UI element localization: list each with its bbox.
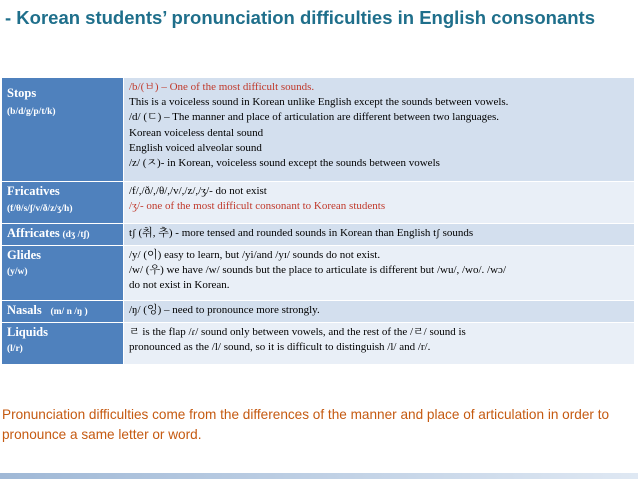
slide-title: - Korean students’ pronunciation difficulties in English consonants <box>5 7 595 28</box>
description-line: /w/ (우) we have /w/ sounds but the place to articulate is different but /wu/, /wo/. /wɔ/ <box>129 263 506 276</box>
footer-note: Pronunciation difficulties come from the differences of the manner and place of articulation in order to pronounce a same letter or word. <box>2 407 610 442</box>
row-description <box>124 181 635 223</box>
description-line: ㄹ is the flap /ɾ/ sound only between vowels, and the rest of the /ㄹ/ sound is <box>129 325 466 338</box>
row-label-cell <box>2 223 124 245</box>
table-row <box>2 78 634 181</box>
description-line: /ŋ/ (잉) – need to pronounce more strongly. <box>129 303 320 316</box>
row-description <box>124 300 635 322</box>
row-description <box>124 223 635 245</box>
description-line: pronounced as the /l/ sound, so it is difficult to distinguish /l/ and /r/. <box>129 341 431 354</box>
row-sub-label: (f/θ/s/ʃ/v/ð/z/ʒ/h) <box>7 203 73 214</box>
description-line: /b/(ㅂ) – One of the most difficult sounds. <box>129 81 315 93</box>
row-label-cell <box>2 78 124 181</box>
table-row <box>2 245 634 300</box>
row-label: Fricatives <box>7 183 60 198</box>
row-label-cell <box>2 300 124 322</box>
description-line: This is a voiceless sound in Korean unlike English except the sounds between vowels. <box>129 96 509 109</box>
row-label-cell <box>2 322 124 364</box>
description-line: tʃ (취, 추) - more tensed and rounded sounds in Korean than English tʃ sounds <box>129 226 474 239</box>
row-sub-label: (b/d/g/p/t/k) <box>7 107 56 118</box>
description-line: Korean voiceless dental sound <box>129 126 264 139</box>
row-label: Nasals <box>7 302 42 317</box>
row-description <box>124 322 635 364</box>
row-label-cell <box>2 245 124 300</box>
row-label: Liquids <box>7 324 49 339</box>
row-sub-label: (y/w) <box>7 266 28 277</box>
table-row <box>2 300 634 322</box>
description-line: /ʒ/- one of the most difficult consonant to Korean students <box>129 199 386 212</box>
row-sub-label: (m/ n /ŋ ) <box>50 306 88 317</box>
row-label: Stops <box>7 86 37 100</box>
row-label-cell <box>2 181 124 223</box>
row-description <box>124 245 635 300</box>
description-line: /f/,/ð/,/θ/,/v/,/z/,/ʒ/- do not exist <box>129 184 267 197</box>
row-label: Affricates <box>7 225 60 240</box>
description-line: /z/ (ㅈ)- in Korean, voiceless sound except the sounds between vowels <box>129 157 440 170</box>
row-sub-label: (dʒ /tʃ) <box>62 229 90 240</box>
row-description <box>124 78 635 181</box>
table-row <box>2 322 634 364</box>
table-row <box>2 223 634 245</box>
consonant-table <box>2 78 634 365</box>
description-line: /y/ (이) easy to learn, but /yi/and /yɪ/ sounds do not exist. <box>129 248 381 261</box>
description-line: English voiced alveolar sound <box>129 141 262 154</box>
decorative-bottom-bar <box>0 473 638 479</box>
description-line: /d/ (ㄷ) – The manner and place of articulation are different between two languages. <box>129 111 500 124</box>
row-label: Glides <box>7 247 42 262</box>
row-sub-label: (l/r) <box>7 344 23 355</box>
description-line: do not exist in Korean. <box>129 279 230 292</box>
table-row <box>2 181 634 223</box>
